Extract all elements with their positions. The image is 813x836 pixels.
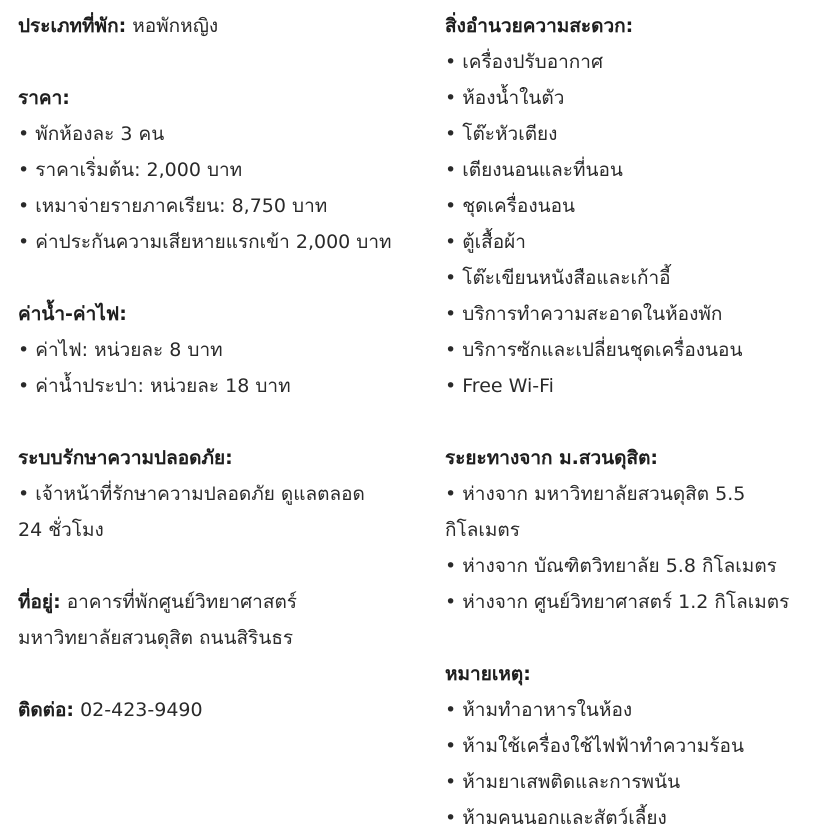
distance-item-continued: กิโลเมตร (445, 519, 520, 541)
address-line-continued: มหาวิทยาลัยสวนดุสิต ถนนสิรินธร (18, 627, 294, 649)
amenity-item: • โต๊ะเขียนหนังสือและเก้าอี้ (445, 267, 671, 289)
utility-item: • ค่าไฟ: หน่วยละ 8 บาท (18, 339, 223, 361)
price-item: • ราคาเริ่มต้น: 2,000 บาท (18, 159, 243, 181)
utility-heading: ค่าน้ำ-ค่าไฟ: (18, 303, 127, 325)
amenity-item: • ห้องน้ำในตัว (445, 87, 565, 109)
contact-phone: 02-423-9490 (80, 699, 203, 721)
amenity-item: • ตู้เสื้อผ้า (445, 231, 526, 253)
note-item: • ห้ามทำอาหารในห้อง (445, 699, 633, 721)
amenity-item: • บริการทำความสะอาดในห้องพัก (445, 303, 723, 325)
note-item: • ห้ามยาเสพติดและการพนัน (445, 771, 681, 793)
distance-item: • ห่างจาก ศูนย์วิทยาศาสตร์ 1.2 กิโลเมตร (445, 591, 790, 613)
distance-heading: ระยะทางจาก ม.สวนดุสิต: (445, 447, 659, 469)
right-column (445, 8, 807, 836)
note-item: • ห้ามคนนอกและสัตว์เลี้ยง (445, 807, 667, 829)
contact-line (18, 692, 428, 728)
amenity-item: • เครื่องปรับอากาศ (445, 51, 604, 73)
utility-item: • ค่าน้ำประปา: หน่วยละ 18 บาท (18, 375, 291, 397)
amenity-item: • ชุดเครื่องนอน (445, 195, 575, 217)
address-value: อาคารที่พักศูนย์วิทยาศาสตร์ (66, 591, 297, 613)
notes-heading: หมายเหตุ: (445, 663, 531, 685)
amenities-heading: สิ่งอำนวยความสะดวก: (445, 15, 634, 37)
left-column (18, 8, 428, 728)
price-item: • พักห้องละ 3 คน (18, 123, 165, 145)
accommodation-type-label: ประเภทที่พัก: (18, 15, 127, 37)
address-line (18, 584, 428, 620)
security-item-continued: 24 ชั่วโมง (18, 519, 104, 541)
price-heading: ราคา: (18, 87, 70, 109)
distance-item: • ห่างจาก มหาวิทยาลัยสวนดุสิต 5.5 (445, 483, 746, 505)
note-item: • ห้ามใช้เครื่องใช้ไฟฟ้าทำความร้อน (445, 735, 744, 757)
address-label: ที่อยู่: (18, 591, 61, 613)
price-item: • เหมาจ่ายรายภาคเรียน: 8,750 บาท (18, 195, 328, 217)
price-item: • ค่าประกันความเสียหายแรกเข้า 2,000 บาท (18, 231, 392, 253)
accommodation-type-value: หอพักหญิง (132, 15, 219, 37)
amenity-item: • เตียงนอนและที่นอน (445, 159, 623, 181)
amenity-item: • โต๊ะหัวเตียง (445, 123, 558, 145)
accommodation-type (18, 8, 428, 44)
security-item: • เจ้าหน้าที่รักษาความปลอดภัย ดูแลตลอด (18, 483, 365, 505)
amenity-item: • บริการซักและเปลี่ยนชุดเครื่องนอน (445, 339, 743, 361)
contact-label: ติดต่อ: (18, 699, 75, 721)
amenity-item: • Free Wi-Fi (445, 375, 554, 397)
security-heading: ระบบรักษาความปลอดภัย: (18, 447, 233, 469)
distance-item: • ห่างจาก บัณฑิตวิทยาลัย 5.8 กิโลเมตร (445, 555, 777, 577)
